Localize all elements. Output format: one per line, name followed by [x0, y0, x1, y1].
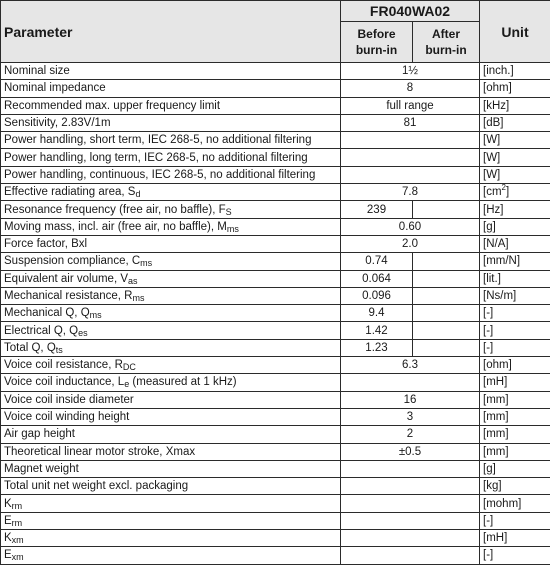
parameter-label: Power handling, continuous, IEC 268-5, no additional filtering	[4, 168, 316, 181]
parameter-label: Effective radiating area, S	[4, 186, 136, 199]
spec-table-header	[1, 1, 550, 63]
after-burn-in-cell	[413, 305, 480, 322]
parameter-cell	[1, 478, 341, 495]
parameter-subscript: ts	[55, 344, 63, 355]
parameter-subscript: xm	[11, 535, 24, 546]
parameter-subscript: rm	[11, 517, 23, 528]
table-row	[1, 357, 550, 374]
parameter-label: E	[4, 514, 12, 527]
parameter-cell	[1, 166, 341, 183]
unit-cell	[480, 530, 550, 547]
value-cell: 81	[341, 114, 480, 131]
unit-cell	[480, 357, 550, 374]
unit-cell	[480, 287, 550, 304]
after-burn-in-cell	[413, 287, 480, 304]
value-cell	[341, 512, 480, 529]
parameter-cell	[1, 287, 341, 304]
unit-cell	[480, 512, 550, 529]
unit-label: [dB]	[483, 117, 504, 130]
unit-cell	[480, 166, 550, 183]
table-row	[1, 253, 550, 270]
value-cell	[341, 149, 480, 166]
table-row	[1, 443, 550, 460]
unit-label: [W]	[483, 151, 501, 164]
before-burn-in-cell: 0.064	[341, 270, 413, 287]
parameter-label: Mechanical Q, Q	[4, 307, 90, 320]
unit-cell	[480, 114, 550, 131]
before-burn-in-cell: 1.42	[341, 322, 413, 339]
table-row	[1, 391, 550, 408]
unit-label: [-]	[483, 549, 494, 562]
unit-cell	[480, 443, 550, 460]
table-row	[1, 218, 550, 235]
parameter-cell	[1, 63, 341, 80]
table-row	[1, 374, 550, 391]
value-cell: 6.3	[341, 357, 480, 374]
unit-cell	[480, 201, 550, 218]
unit-cell	[480, 149, 550, 166]
value-cell: ±0.5	[341, 443, 480, 460]
parameter-cell	[1, 218, 341, 235]
value-cell	[341, 478, 480, 495]
value-cell: 1½	[341, 63, 480, 80]
value-cell: full range	[341, 97, 480, 114]
value-cell	[341, 530, 480, 547]
parameter-subscript: ms	[226, 223, 239, 234]
unit-cell	[480, 218, 550, 235]
parameter-label: Magnet weight	[4, 462, 79, 475]
table-row	[1, 408, 550, 425]
parameter-label: K	[4, 532, 12, 545]
before-burn-in-cell: 9.4	[341, 305, 413, 322]
parameter-cell	[1, 374, 341, 391]
parameter-cell	[1, 322, 341, 339]
unit-label: [Ns/m]	[483, 290, 517, 302]
value-cell: 7.8	[341, 184, 480, 201]
value-cell	[341, 374, 480, 391]
unit-cell	[480, 270, 550, 287]
unit-tail: ]	[505, 186, 510, 199]
before-burn-in-cell: 0.74	[341, 253, 413, 270]
parameter-label: Voice coil inductance, L	[4, 376, 125, 389]
unit-label: [W]	[483, 168, 501, 181]
unit-label: [mm/N]	[483, 255, 521, 268]
table-row	[1, 287, 550, 304]
unit-cell	[480, 322, 550, 339]
parameter-cell	[1, 114, 341, 131]
table-row	[1, 184, 550, 201]
model-header: FR040WA02	[341, 1, 480, 22]
header-row-top	[1, 1, 550, 22]
parameter-label: Theoretical linear motor stroke, Xmax	[4, 445, 196, 458]
table-row	[1, 63, 550, 80]
value-cell	[341, 547, 480, 564]
unit-cell	[480, 339, 550, 356]
parameter-cell	[1, 443, 341, 460]
parameter-cell	[1, 305, 341, 322]
after-burn-in-cell	[413, 270, 480, 287]
table-row	[1, 530, 550, 547]
table-row	[1, 495, 550, 512]
unit-cell	[480, 374, 550, 391]
unit-cell	[480, 408, 550, 425]
parameter-cell	[1, 408, 341, 425]
parameter-subscript: d	[135, 189, 141, 200]
value-cell	[341, 495, 480, 512]
unit-cell	[480, 184, 550, 201]
unit-cell	[480, 547, 550, 564]
before-burn-in-header	[341, 22, 413, 63]
table-row	[1, 547, 550, 564]
unit-label: [mH]	[483, 532, 508, 545]
unit-label: [-]	[483, 514, 494, 527]
parameter-cell	[1, 512, 341, 529]
parameter-label: Voice coil winding height	[4, 411, 130, 424]
parameter-label: Moving mass, incl. air (free air, no baffle), M	[4, 220, 227, 233]
table-row	[1, 339, 550, 356]
unit-label: [mH]	[483, 376, 508, 389]
unit-label: [kHz]	[483, 99, 510, 112]
parameter-subscript: ms	[89, 310, 102, 321]
parameter-cell	[1, 460, 341, 477]
unit-cell	[480, 97, 550, 114]
unit-label: [g]	[483, 220, 496, 233]
after-burn-in-cell	[413, 339, 480, 356]
parameter-subscript: rm	[11, 500, 23, 511]
parameter-cell	[1, 426, 341, 443]
parameter-cell	[1, 97, 341, 114]
unit-label: [mm]	[483, 393, 509, 406]
parameter-label: Power handling, long term, IEC 268-5, no additional filtering	[4, 151, 308, 164]
table-row	[1, 80, 550, 97]
parameter-label: Voice coil inside diameter	[4, 393, 134, 406]
after-burn-in-line2: burn-in	[425, 43, 467, 57]
parameter-label: Resonance frequency (free air, no baffle), F	[4, 203, 226, 216]
parameter-label: Power handling, short term, IEC 268-5, no additional filtering	[4, 134, 312, 147]
parameter-cell	[1, 547, 341, 564]
parameter-subscript: S	[225, 206, 232, 217]
parameter-label: E	[4, 549, 12, 562]
after-burn-in-cell	[413, 201, 480, 218]
unit-label: [g]	[483, 462, 496, 475]
unit-cell	[480, 391, 550, 408]
table-row	[1, 305, 550, 322]
parameter-label: Force factor, Bxl	[4, 238, 88, 251]
parameter-label: Suspension compliance, C	[4, 255, 141, 268]
value-cell	[341, 132, 480, 149]
unit-superscript: 2	[501, 183, 506, 193]
parameter-label: Voice coil resistance, R	[4, 359, 123, 372]
spec-table-body	[1, 63, 550, 565]
unit-label: [mm]	[483, 428, 509, 441]
unit-label: [mm]	[483, 445, 509, 458]
parameter-cell	[1, 184, 341, 201]
unit-label: [mm]	[483, 411, 509, 424]
parameter-label: Equivalent air volume, V	[4, 272, 129, 285]
parameter-label: Mechanical resistance, R	[4, 290, 133, 302]
unit-label: [mohm]	[483, 497, 522, 510]
value-cell: 2.0	[341, 235, 480, 252]
before-burn-in-cell: 239	[341, 201, 413, 218]
before-burn-in-cell: 1.23	[341, 339, 413, 356]
parameter-label: Electrical Q, Q	[4, 324, 79, 337]
parameter-cell	[1, 201, 341, 218]
unit-label: [-]	[483, 324, 494, 337]
parameter-cell	[1, 253, 341, 270]
unit-label: [W]	[483, 134, 501, 147]
before-burn-in-cell: 0.096	[341, 287, 413, 304]
parameter-label: Sensitivity, 2.83V/1m	[4, 117, 111, 130]
value-cell: 16	[341, 391, 480, 408]
unit-cell	[480, 460, 550, 477]
value-cell	[341, 166, 480, 183]
parameter-subscript: es	[78, 327, 88, 338]
value-cell: 2	[341, 426, 480, 443]
parameter-header: Parameter	[1, 1, 341, 63]
table-row	[1, 114, 550, 131]
parameter-label-tail: (measured at 1 kHz)	[129, 376, 237, 389]
unit-cell	[480, 253, 550, 270]
parameter-cell	[1, 339, 341, 356]
parameter-label: Total Q, Q	[4, 341, 56, 354]
parameter-cell	[1, 357, 341, 374]
parameter-cell	[1, 80, 341, 97]
parameter-label: Total unit net weight excl. packaging	[4, 480, 189, 493]
value-cell: 8	[341, 80, 480, 97]
unit-cell	[480, 235, 550, 252]
unit-label: [ohm]	[483, 359, 512, 372]
parameter-cell	[1, 132, 341, 149]
parameter-label: Air gap height	[4, 428, 75, 441]
before-burn-in-line2: burn-in	[355, 43, 398, 57]
parameter-subscript: as	[128, 275, 138, 286]
table-row	[1, 426, 550, 443]
table-row	[1, 149, 550, 166]
unit-cell	[480, 132, 550, 149]
value-cell	[341, 460, 480, 477]
unit-label: [-]	[483, 307, 494, 320]
unit-label: [cm	[483, 186, 502, 199]
parameter-cell	[1, 149, 341, 166]
parameter-label: Nominal impedance	[4, 82, 106, 95]
parameter-subscript: xm	[11, 552, 24, 563]
unit-header: Unit	[480, 1, 550, 63]
table-row	[1, 235, 550, 252]
unit-cell	[480, 426, 550, 443]
table-row	[1, 166, 550, 183]
unit-cell	[480, 495, 550, 512]
parameter-subscript: DC	[122, 362, 136, 373]
unit-label: [-]	[483, 341, 494, 354]
unit-cell	[480, 63, 550, 80]
parameter-label: Nominal size	[4, 65, 70, 78]
parameter-cell	[1, 391, 341, 408]
parameter-label: K	[4, 497, 12, 510]
parameter-subscript: ms	[140, 258, 153, 269]
unit-label: [lit.]	[483, 272, 501, 285]
table-row	[1, 478, 550, 495]
unit-cell	[480, 305, 550, 322]
unit-label: [ohm]	[483, 82, 512, 95]
value-cell: 0.60	[341, 218, 480, 235]
after-burn-in-header	[413, 22, 480, 63]
after-burn-in-cell	[413, 253, 480, 270]
parameter-label: Recommended max. upper frequency limit	[4, 99, 221, 112]
unit-label: [kg]	[483, 480, 502, 493]
table-row	[1, 460, 550, 477]
table-row	[1, 512, 550, 529]
after-burn-in-cell	[413, 322, 480, 339]
table-row	[1, 97, 550, 114]
parameter-subscript: ms	[132, 293, 145, 303]
parameter-cell	[1, 270, 341, 287]
unit-cell	[480, 478, 550, 495]
table-row	[1, 322, 550, 339]
after-burn-in-line1: After	[431, 27, 460, 41]
unit-label: [Hz]	[483, 203, 504, 216]
value-cell: 3	[341, 408, 480, 425]
parameter-cell	[1, 495, 341, 512]
unit-cell	[480, 80, 550, 97]
table-row	[1, 132, 550, 149]
parameter-subscript: e	[124, 379, 130, 390]
parameter-cell	[1, 235, 341, 252]
unit-label: [N/A]	[483, 238, 509, 251]
table-row	[1, 201, 550, 218]
unit-label: [inch.]	[483, 65, 514, 78]
parameter-cell	[1, 530, 341, 547]
before-burn-in-line1: Before	[357, 27, 396, 41]
table-row	[1, 270, 550, 287]
